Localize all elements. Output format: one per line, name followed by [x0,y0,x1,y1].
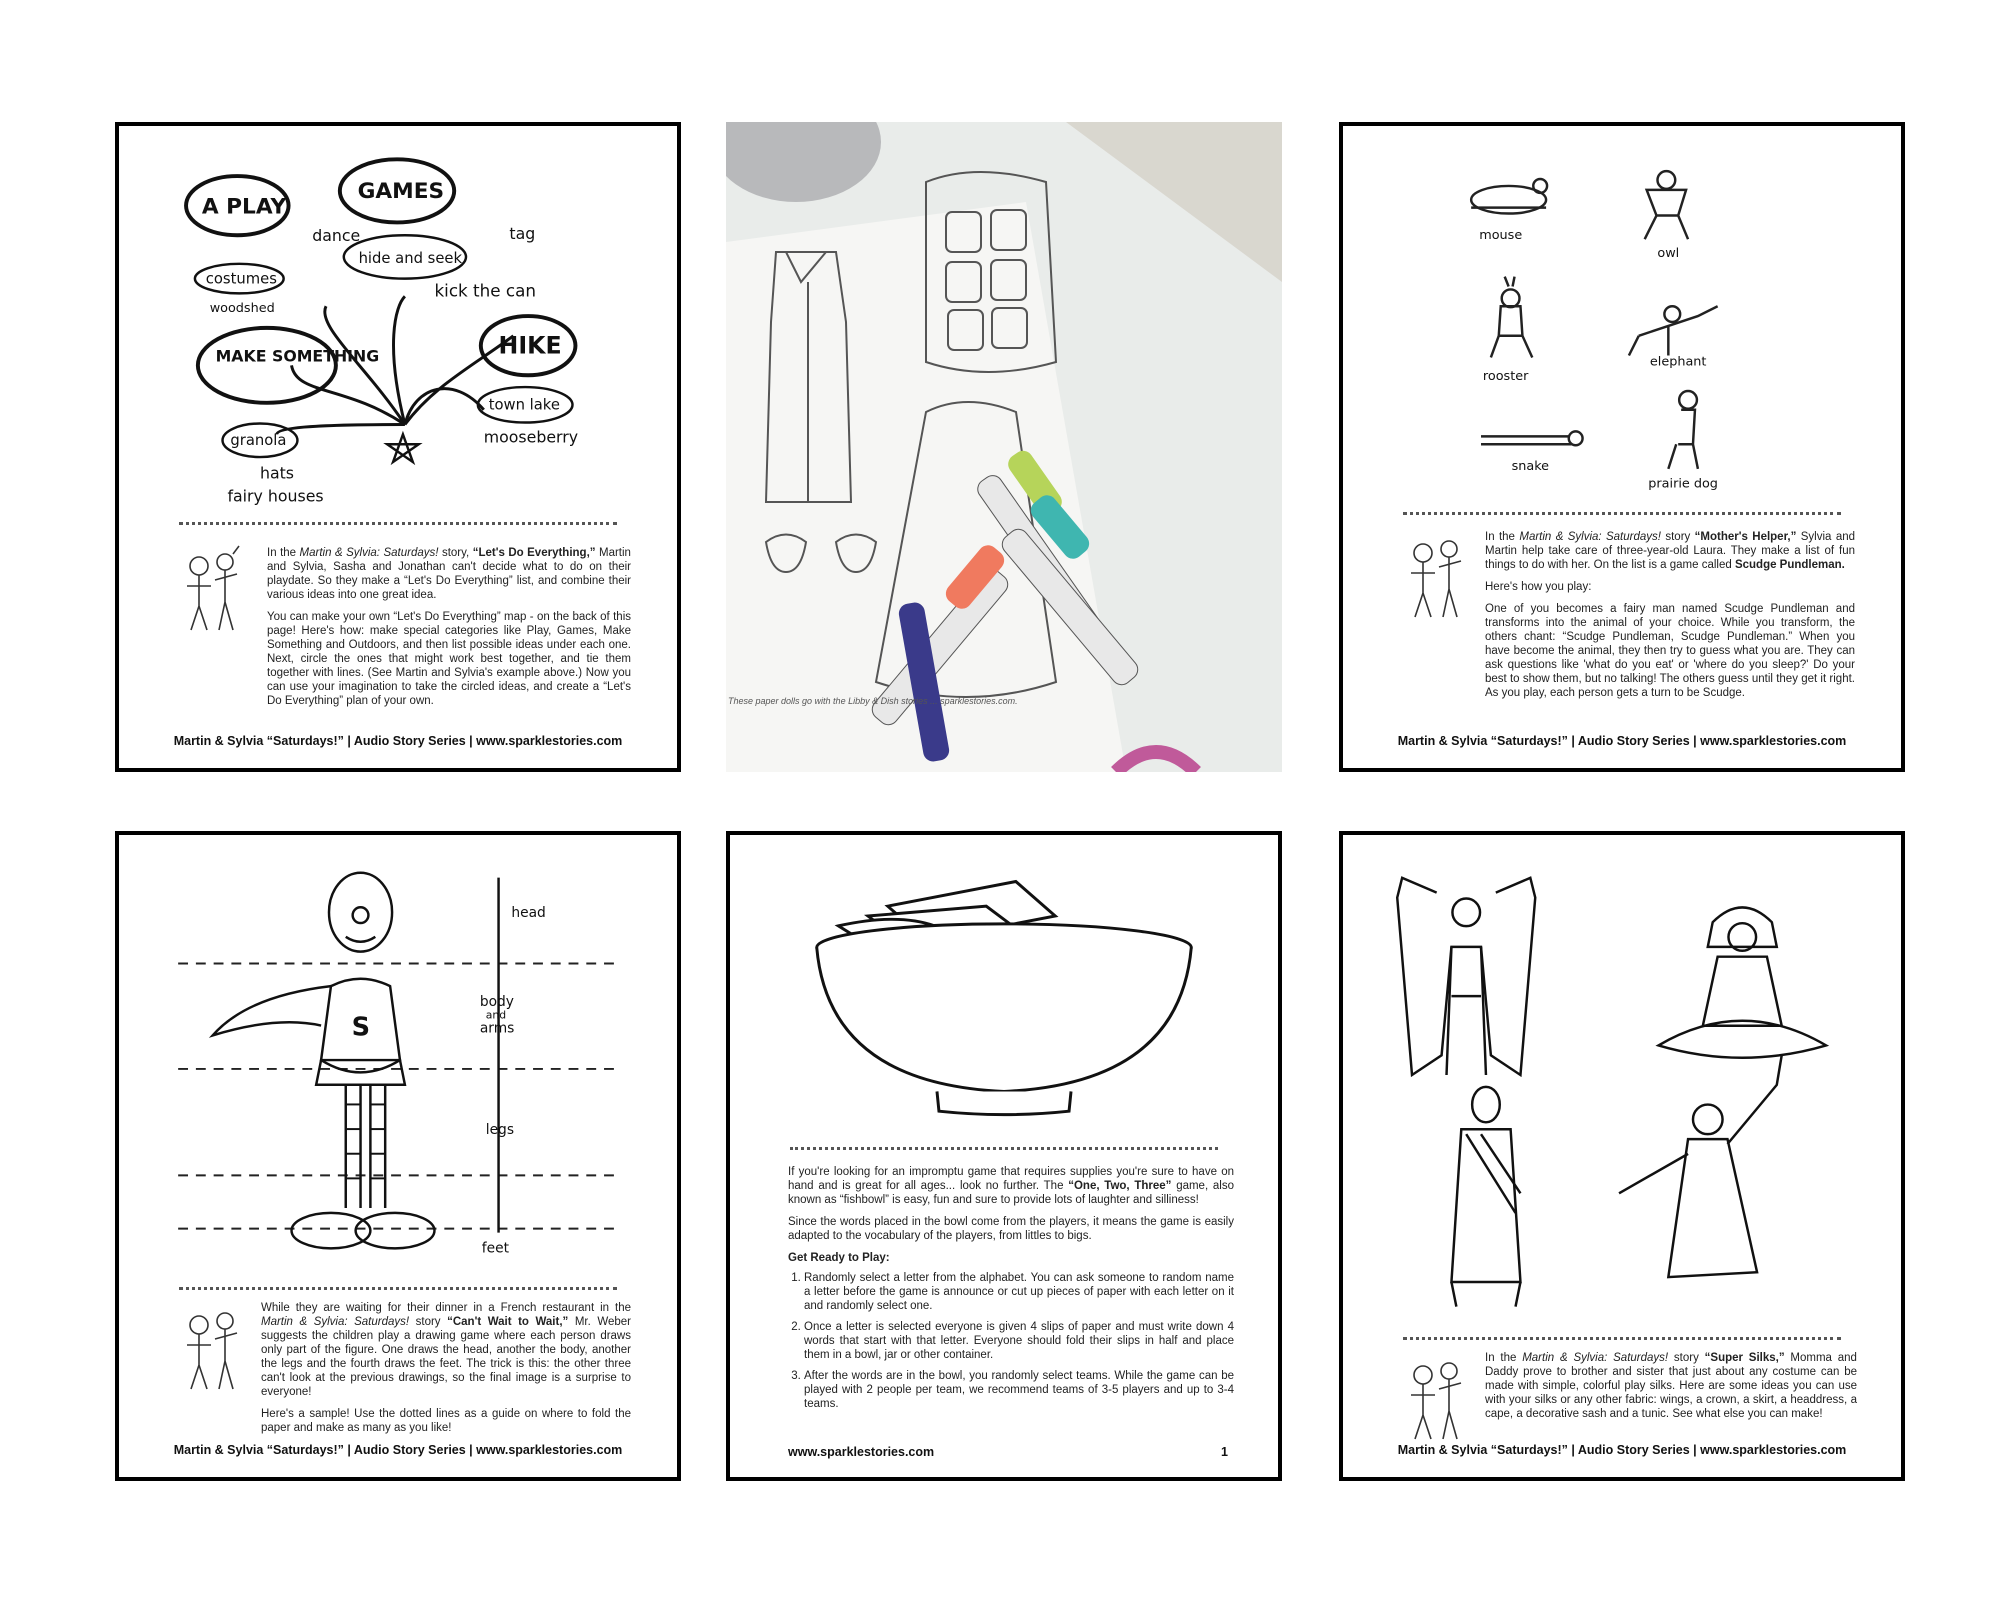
how-to-paragraph: You can make your own “Let's Do Everything” map - on the back of this page! Here's how: make special categories like Play, Games, Make Something and Outdoors, and then list possible ideas under each one. Next, circle the ones that might work best together, and tie them together with lines. (See Martin and Sylvia's example above.) Now you can use your imagination to take the circled ideas, and create a “Let's Do Everything” plan of your own. [267,611,631,707]
game-instructions [788,1165,1234,1418]
figure-legs [346,1085,385,1208]
martin-sylvia-icon [1401,531,1469,626]
prairie-dog-pose [1668,391,1698,469]
text-segment: story [1665,531,1691,543]
fold-divider [1403,1337,1841,1340]
label-hide-and-seek: hide and seek [358,249,463,267]
animal-poses-drawing [1343,126,1901,516]
worksheet-mothers-helper [1339,122,1905,772]
animal-label: elephant [1649,354,1707,370]
figure-foot-left [292,1213,371,1248]
text-segment: In the [267,547,297,559]
bowl-body [817,948,1192,1092]
fold-divider [179,1287,617,1290]
step-item: 1. Randomly select a letter from the alphabet. You can ask someone to random name a letter before the game is announce or cut up pieces of paper with each letter on it and randomly select one. [804,1271,1234,1313]
label-feet: feet [481,1240,510,1257]
label-costumes: costumes [205,270,277,288]
martin-sylvia-icon [177,1303,245,1398]
worksheet-lets-do-everything [115,122,681,772]
sample-paragraph: Here's a sample! Use the dotted lines as a guide on where to fold the paper and make as many as you like! [261,1408,631,1434]
bowl-foot [937,1091,1071,1114]
label-arms: arms [479,1020,515,1037]
fishbowl-drawing [730,835,1278,1135]
footer: Martin & Sylvia “Saturdays!” | Audio Story Series | www.sparklestories.com [1397,1443,1847,1457]
step-item: 3. After the words are in the bowl, you randomly select teams. While the game can be played with 2 people per team, we recommend teams of 3-5 players and up to 3-4 teams. [804,1369,1234,1411]
figure-head [329,873,392,952]
martin-sylvia-icon [177,544,245,639]
word-dance: dance [312,226,361,246]
steps-list [788,1271,1234,1411]
text-segment: In the [1485,531,1515,543]
rules-paragraph: One of you becomes a fairy man named Scudge Pundleman and transforms into the animal of your choice. While you transform, the others chant: “Scudge Pundleman, Scudge Pundleman.” When you have become the animal, they then try to guess what you are. They can ask questions like 'what do you eat' or 'where do you sleep?' Do your best to show them, but no talking! The others guess until they get it right. As you play, each person gets a turn to be Scudge. [1485,603,1855,699]
story-title: “Can't Wait to Wait,” [447,1316,569,1328]
word-mooseberry: mooseberry [483,427,579,447]
label-games: GAMES [357,178,445,204]
story-title: “Let's Do Everything,” [472,547,596,559]
label-make-something: MAKE SOMETHING [215,346,380,366]
owl-pose [1645,171,1688,239]
fold-lines [178,963,618,1228]
text-segment: Sylvia and Martin help take care of three-year-old Laura. They make a list of fun things to do with her. On the list is a game called [1485,531,1856,571]
rooster-pose [1491,277,1532,358]
animal-label: prairie dog [1648,476,1718,492]
footer: Martin & Sylvia “Saturdays!” | Audio Story Series | www.sparklestories.com [173,1443,623,1457]
text-segment: In the [1485,1352,1517,1364]
text-segment: game, also known as “fishbowl” is easy, fun and sure to provide lots of laughter and silliness! [788,1180,1234,1206]
label-head: head [511,905,546,922]
footer: Martin & Sylvia “Saturdays!” | Audio Story Series | www.sparklestories.com [173,734,623,748]
story-series-name: Martin & Sylvia: Saturdays! [261,1316,410,1328]
label-town-lake: town lake [488,396,560,414]
label-legs: legs [485,1122,515,1139]
text-segment: Mr. Weber suggests the children play a drawing game where each person draws only part of the figure. One draws the head, another the body, another the legs and the fourth draws the feet. The trick is this: the other three can't look at the previous drawings, so the final image is a surprise to everyone! [261,1316,631,1398]
word-kick-the-can: kick the can [434,280,536,301]
star-icon [387,434,419,462]
text-segment: story [1673,1352,1699,1364]
fold-divider [1403,512,1841,515]
figure-foot-right [356,1213,435,1248]
page-number: 1 [1221,1445,1228,1459]
text-segment: If you're looking for an impromptu game that requires supplies you're sure to have on hand and is great for all ages... look no further. The [788,1166,1234,1192]
footer: Martin & Sylvia “Saturdays!” | Audio Story Series | www.sparklestories.com [1397,734,1847,748]
story-title: “Super Silks,” [1704,1352,1785,1364]
word-fairy-houses: fairy houses [227,486,324,506]
animal-label: snake [1511,458,1550,474]
text-segment: Momma and Daddy prove to brother and sister that just about any costume can be made with simple, colorful play silks. Here are some ideas you can use with your silks or any other fabric: wings, a crown, a skirt, a headdress, a cape, a decorative sash and a tunic. See what else you can make! [1485,1352,1857,1420]
word-hats: hats [259,463,295,483]
animal-label: rooster [1482,369,1529,385]
game-name: Scudge Pundleman. [1734,559,1845,571]
story-series-name: Martin & Sylvia: Saturdays! [1522,1352,1669,1364]
fold-divider [179,522,617,525]
text-segment: story [415,1316,441,1328]
photo-caption: These paper dolls go with the Libby & Dish stories ... sparklestories.com. [728,696,1018,706]
worksheet-cant-wait-to-wait [115,831,681,1481]
word-tag: tag [509,224,536,244]
label-granola: granola [230,432,287,450]
silk-costumes-drawing [1343,835,1901,1315]
instructions-text [261,1301,631,1443]
label-and: and [485,1008,507,1022]
game-name: “One, Two, Three” [1068,1180,1172,1192]
figure-cape [213,986,331,1035]
instructions-text [267,546,631,716]
label-a-play: A PLAY [201,194,287,220]
text-segment: While they are waiting for their dinner in a French restaurant in the [261,1302,631,1314]
mouse-pose [1471,179,1547,214]
figure-cape [1619,1055,1782,1277]
vocabulary-paragraph: Since the words placed in the bowl come from the players, it means the game is easily adapted to the vocabulary of the players, from littles to bigs. [788,1216,1234,1242]
animal-label: owl [1657,245,1680,261]
footer-site: www.sparklestories.com [788,1445,935,1459]
photo-paper-dolls [726,122,1282,772]
figure-sash [1451,1087,1520,1307]
story-series-name: Martin & Sylvia: Saturdays! [1519,531,1661,543]
idea-map-drawing [119,126,677,516]
martin-sylvia-icon [1401,1353,1469,1448]
paper-dolls-photo [726,122,1282,772]
animal-label: mouse [1479,228,1523,244]
text-segment: story, [441,547,470,559]
worksheet-one-two-three [726,831,1282,1481]
text-segment: Martin and Sylvia, Sasha and Jonathan can't decide what to do on their playdate. So they make a “Let's Do Everything” list, and combine their various ideas into one great idea. [267,547,631,601]
folded-figure-drawing [119,835,677,1295]
worksheet-super-silks [1339,831,1905,1481]
story-series-name: Martin & Sylvia: Saturdays! [299,547,439,559]
snake-pose [1481,431,1583,445]
shirt-letter: S [351,1012,371,1043]
fold-divider [790,1147,1218,1150]
instructions-text [1485,530,1855,708]
step-item: 2. Once a letter is selected everyone is given 4 slips of paper and must write down 4 words that start with that letter. Everyone should fold their slips in half and place them in a bowl, jar or other container. [804,1320,1234,1362]
label-hike: HIKE [498,331,562,360]
elephant-pose [1629,306,1718,355]
figure-seated [1658,907,1826,1057]
word-woodshed: woodshed [209,301,275,317]
label-body: body [479,993,514,1010]
story-title: “Mother's Helper,” [1694,531,1797,543]
figure-wings [1397,878,1535,1075]
instructions-text [1485,1351,1857,1429]
how-to-heading: Here's how you play: [1485,581,1592,593]
section-heading: Get Ready to Play: [788,1252,890,1264]
